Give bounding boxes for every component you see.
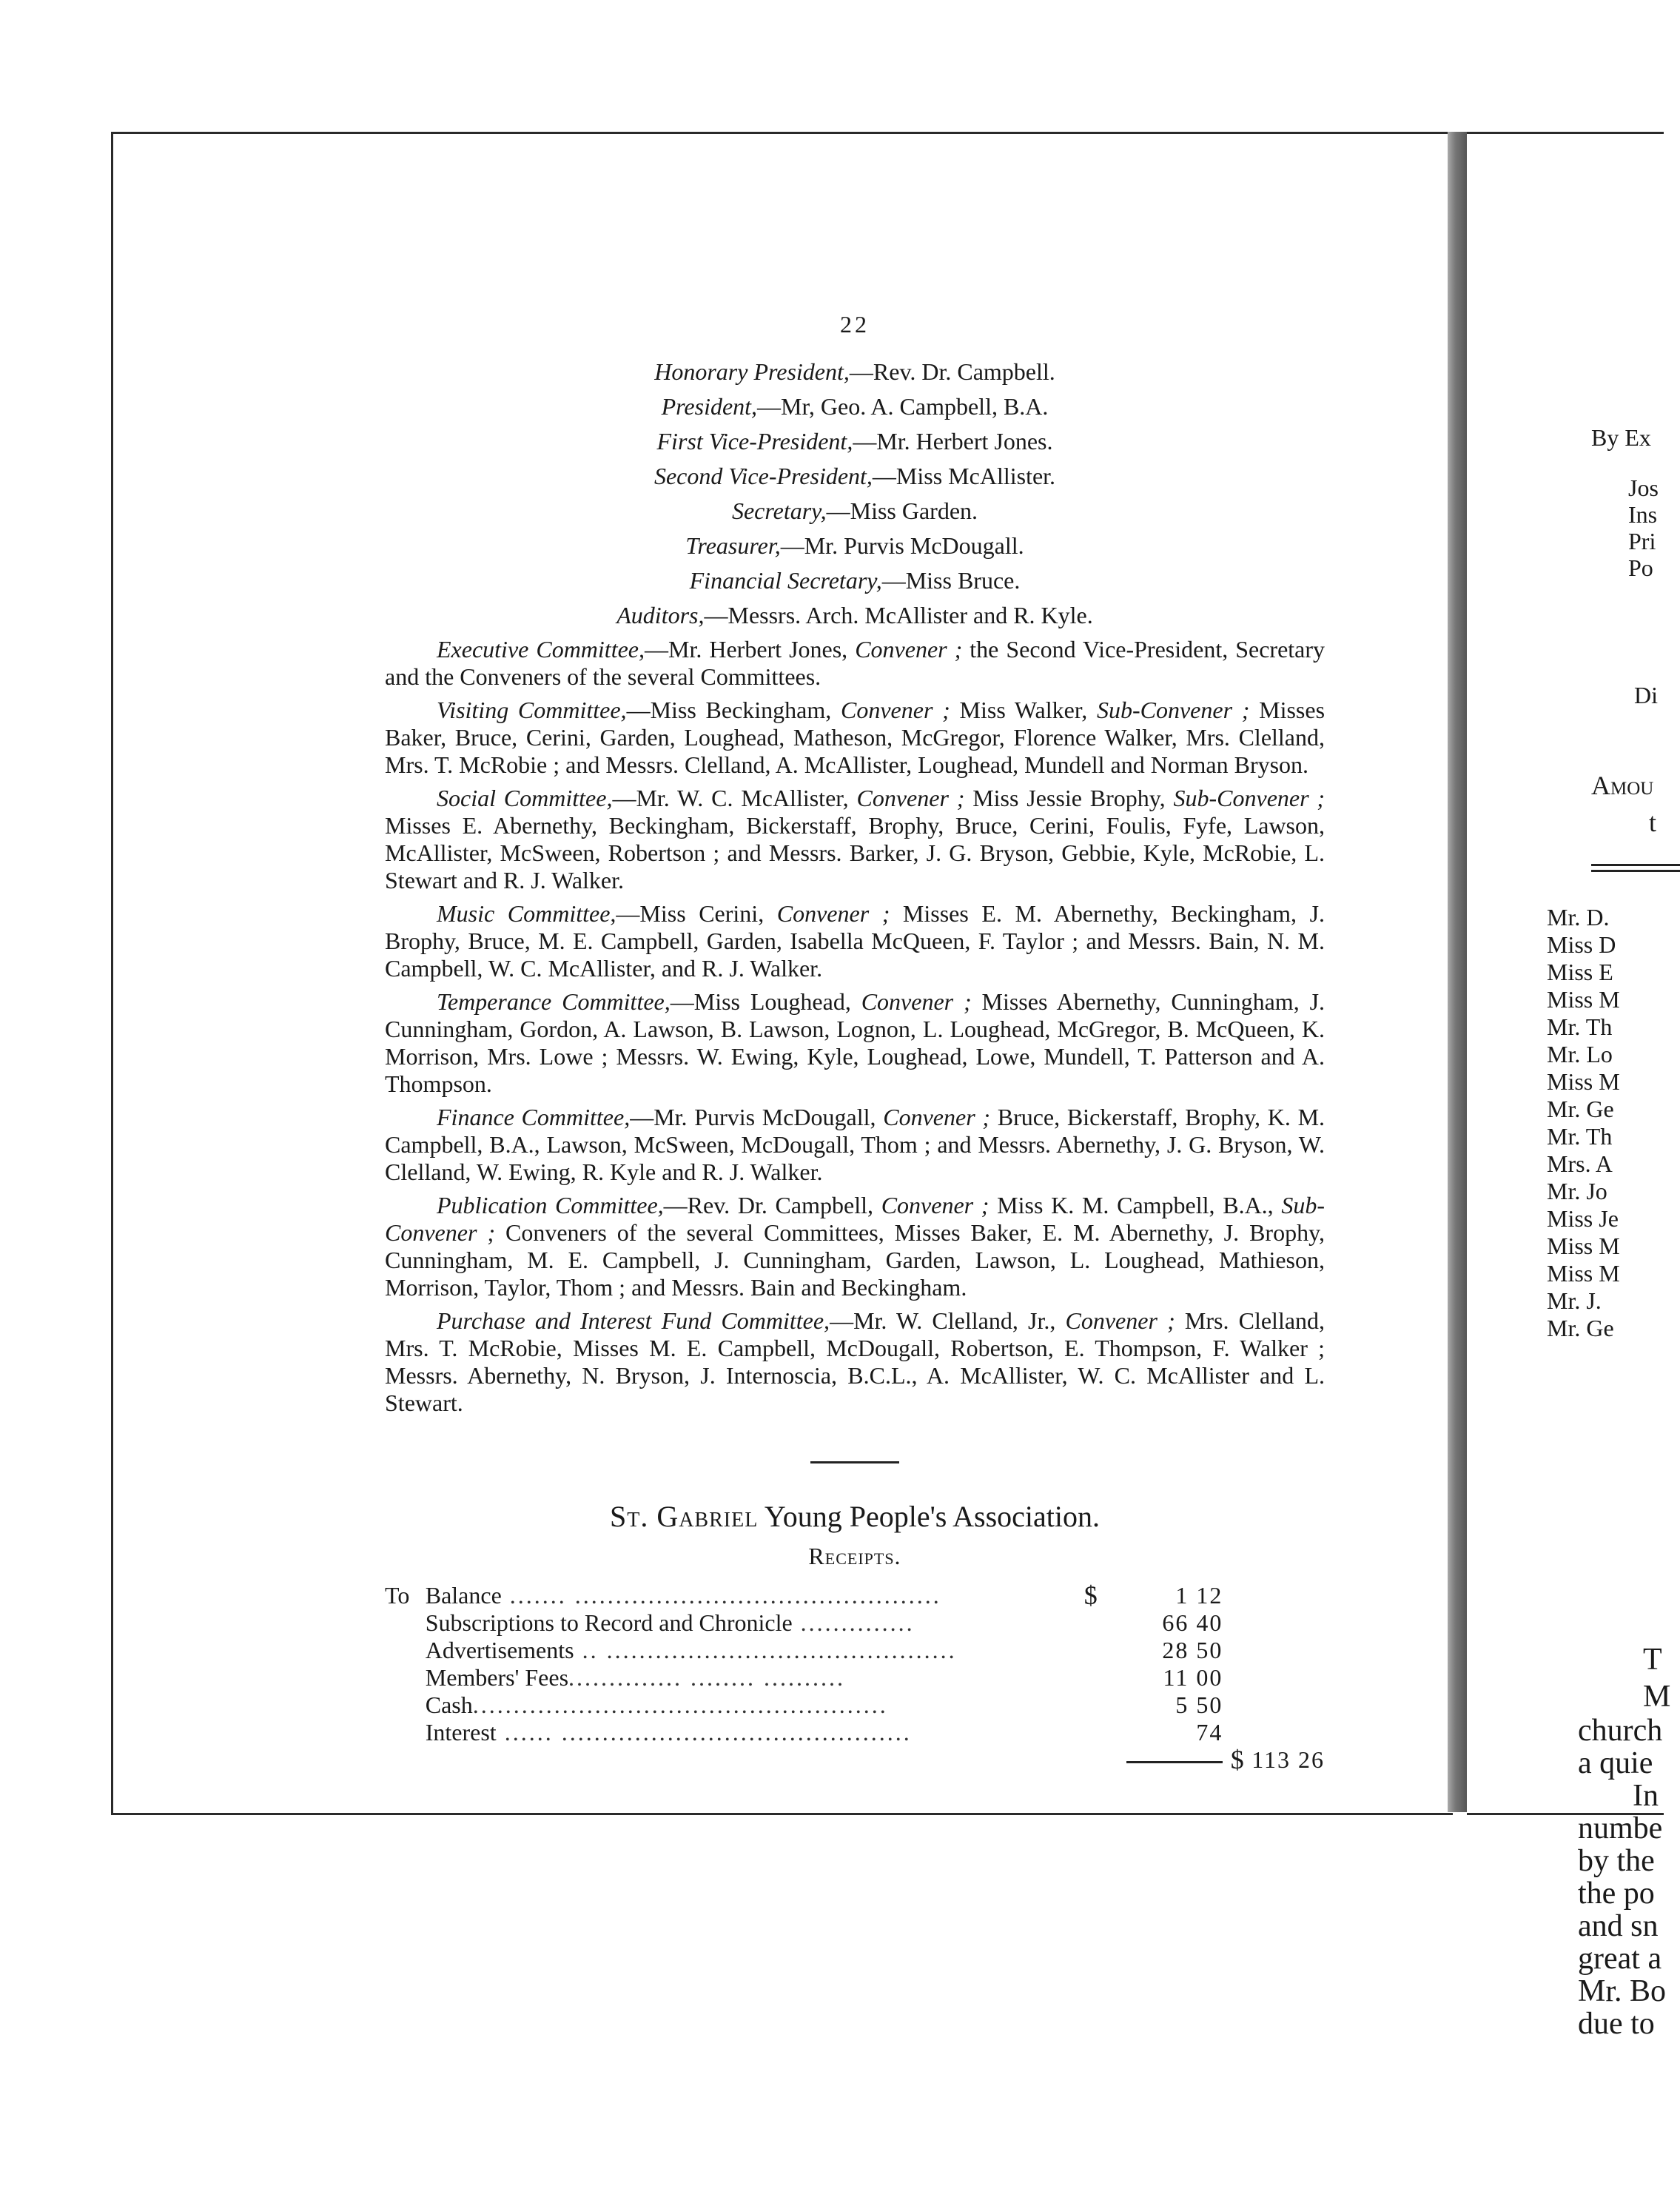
committee-text: Misses E. M. Abernethy, Beckingham, J. Brophy, Bruce, M. E. Campbell, Garden, Isabella McQueen, F. Taylor ; and Messrs. Bain, N. M. Campbell, W. C. McAllister, and R. J. Walker. [385,900,1325,982]
rp-name: Miss M [1547,1233,1620,1259]
rp-para-fragment: great a [1578,1942,1662,1976]
committee-paragraph [385,636,1325,691]
rp-para-fragment: the po [1578,1877,1655,1911]
receipt-desc: Subscriptions to Record and Chronicle .............. [425,1609,915,1636]
right-page [1467,132,1671,2041]
committee-text: Miss K. M. Campbell, B.A., [989,1192,1282,1218]
officer-name: —Mr, Geo. A. Campbell, B.A. [757,393,1049,420]
rp-para-fragment: In [1633,1779,1659,1813]
receipts-table [385,1582,1325,1774]
rp-name: Miss Je [1547,1205,1619,1232]
committees-list [385,636,1325,1417]
receipt-amount: 66 40 [1162,1609,1223,1636]
receipt-amount: 11 00 [1163,1664,1223,1691]
committee-text: Misses E. Abernethy, Beckingham, Bickerstaff, Brophy, Bruce, Cerini, Foulis, Fyfe, Lawson, McAllister, McSween, Robertson ; and Messrs. Barker, J. G. Bryson, Gebbie, Kyle, McRobie, L. Stewart and R. J. Walker. [385,812,1325,893]
rp-names-list [1547,904,1620,1342]
officer-name: —Mr. Herbert Jones. [853,428,1053,455]
officer-name: —Miss McAllister. [872,463,1056,489]
receipt-desc: Interest ...... ........................................... [425,1719,912,1746]
convener-label: Convener ; [841,697,950,723]
page-number: 22 [840,311,870,338]
rp-name: Mr. Lo [1547,1041,1613,1067]
committee-text: the Second Vice-President, Secretary and the Conveners of the several Committees. [385,636,1325,690]
officer-role: Second Vice-President, [653,463,873,489]
committee-title: Finance Committee, [437,1104,631,1130]
officer-role: Auditors, [616,602,705,628]
receipt-row [385,1609,1325,1637]
section-divider [810,1461,899,1463]
convener-label: Convener ; [1065,1307,1175,1334]
officer-line [385,494,1325,529]
committee-title: Temperance Committee, [437,988,671,1015]
receipt-amount: 28 50 [1162,1637,1223,1663]
receipt-row [385,1719,1325,1746]
officer-name: —Mr. Purvis McDougall. [780,532,1024,559]
rp-name: Miss E [1547,959,1613,985]
committee-text: Bruce, Bickerstaff, Brophy, K. M. Campbell, B.A., Lawson, McSween, McDougall, Thom ; and Messrs. Abernethy, J. G. Bryson, W. Clelland, W. Ewing, R. Kyle and R. J. Walker. [385,1104,1325,1185]
committee-paragraph [385,900,1325,982]
rp-para-fragment: a quie [1578,1746,1653,1780]
association-title-rest: Young People's Association. [758,1500,1101,1533]
rp-para-fragment: by the [1578,1844,1655,1878]
committee-title: Music Committee, [437,900,616,927]
rp-by-line: By Ex [1591,424,1651,451]
officer-line [385,598,1325,633]
committee-title: Executive Committee, [437,636,645,663]
currency-sign: $ [1083,1580,1098,1610]
committee-text: —Mr. Herbert Jones, [645,636,856,663]
officers-list [385,355,1325,633]
total-currency-sign: $ [1230,1745,1244,1774]
receipt-row [385,1664,1325,1691]
officer-name: —Messrs. Arch. McAllister and R. Kyle. [704,602,1093,628]
officer-role: President, [661,393,758,420]
officer-role: Treasurer, [685,532,781,559]
committee-text: Misses Baker, Bruce, Cerini, Garden, Loughead, Matheson, McGregor, Florence Walker, Mrs. Clelland, Mrs. T. McRobie ; and Messrs. Clelland, A. McAllister, Loughead, Mundell and Norman Bryson. [385,697,1325,778]
rp-heading: Amou [1591,771,1654,800]
total-rule [1126,1761,1223,1763]
rp-para-fragment: Mr. Bo [1578,1974,1667,2008]
sub-convener-label: Sub-Convener ; [1173,785,1325,811]
association-title [385,1499,1325,1534]
convener-label: Convener ; [856,785,965,811]
rp-fragment: Pri [1628,528,1656,554]
committee-text: —Miss Beckingham, [626,697,841,723]
officer-line [385,389,1325,424]
rp-fragment: t [1649,808,1657,837]
receipt-desc: Balance ....... ............................................. [425,1582,941,1609]
to-label: To [385,1582,410,1609]
rp-para-fragment: numbe [1578,1811,1663,1845]
rp-name: Mr. D. [1547,904,1610,931]
rp-para-fragment: M [1643,1680,1671,1714]
committee-text: Conveners of the several Committees, Misses Baker, E. M. Abernethy, J. Brophy, Cunningham, M. E. Campbell, J. Cunningham, Garden, Lawson, L. Loughead, Mathieson, Morrison, Taylor, Thom ; and Messrs. Bain and Beckingham. [385,1219,1325,1301]
receipt-amount: 5 50 [1175,1691,1223,1718]
committee-paragraph [385,785,1325,894]
convener-label: Convener ; [855,636,963,663]
committee-paragraph [385,1192,1325,1301]
receipt-desc: Members' Fees.............. ........ .......... [425,1664,846,1691]
receipt-amount: 74 [1196,1719,1223,1746]
officer-line [385,355,1325,389]
committee-title: Purchase and Interest Fund Committee, [437,1307,830,1334]
committee-paragraph [385,988,1325,1098]
committee-text: Misses Abernethy, Cunningham, J. Cunningham, Gordon, A. Lawson, B. Lawson, Lognon, L. Loughead, McGregor, B. McQueen, K. Morrison, Mrs. Lowe ; Messrs. W. Ewing, Kyle, Loughead, Lowe, Mundell, T. Patterson and A. Thompson. [385,988,1325,1097]
committee-text: —Mr. Purvis McDougall, [630,1104,884,1130]
scan-margin [0,0,98,2203]
sub-convener-label: Sub-Convener ; [385,1192,1325,1246]
rp-fragment: Ins [1628,501,1658,528]
sub-convener-label: Sub-Convener ; [1096,697,1250,723]
receipt-row [385,1637,1325,1664]
rp-name: Miss D [1547,931,1616,958]
rp-name: Mrs. A [1547,1150,1613,1177]
officer-name: —Miss Garden. [826,497,978,524]
committee-paragraph [385,1104,1325,1186]
convener-label: Convener ; [883,1104,991,1130]
committee-text: —Miss Cerini, [616,900,777,927]
receipt-desc: Cash................................................... [425,1691,888,1718]
convener-label: Convener ; [861,988,972,1015]
rp-name: Miss M [1547,1260,1620,1287]
committee-title: Visiting Committee, [437,697,627,723]
receipts-heading: Receipts. [808,1543,901,1569]
receipt-row [385,1582,1325,1609]
book-gutter [1448,132,1467,1812]
officer-role: Honorary President, [654,358,850,385]
officer-line [385,424,1325,459]
rp-rule [1591,864,1680,866]
officer-line [385,529,1325,563]
rp-name: Mr. Ge [1547,1096,1614,1122]
association-title-smallcaps: St. Gabriel [609,1500,759,1533]
committee-text: Miss Jessie Brophy, [964,785,1174,811]
officer-name: —Rev. Dr. Campbell. [849,358,1055,385]
officer-line [385,459,1325,494]
committee-text: —Miss Loughead, [670,988,861,1015]
officer-role: First Vice-President, [656,428,853,455]
page-content [385,311,1325,1774]
officer-role: Secretary, [731,497,827,524]
officer-name: —Miss Bruce. [881,567,1021,594]
receipt-amount: 1 12 [1175,1582,1223,1609]
rp-fragment: Jos [1628,475,1659,501]
committee-text: —Mr. W. Clelland, Jr., [830,1307,1066,1334]
rp-rule [1591,870,1680,872]
committee-text: —Mr. W. C. McAllister, [612,785,857,811]
receipt-total: 113 26 [1251,1746,1325,1773]
receipt-total-row [385,1746,1325,1774]
receipt-desc: Advertisements .. ........................................... [425,1637,957,1663]
convener-label: Convener ; [881,1192,989,1218]
officer-role: Financial Secretary, [689,567,882,594]
rp-name: Mr. J. [1547,1287,1602,1314]
rp-para-fragment: and sn [1578,1909,1659,1943]
rp-para-fragment: T [1643,1643,1662,1677]
rp-name: Mr. Jo [1547,1178,1607,1204]
rp-name: Mr. Th [1547,1123,1613,1150]
committee-text: Mrs. Clelland, Mrs. T. McRobie, Misses M. E. Campbell, McDougall, Robertson, E. Thompson, F. Walker ; Messrs. Abernethy, N. Bryson, J. Internoscia, B.C.L., A. McAllister, W. C. McAllister and L. Stewart. [385,1307,1325,1416]
officer-line [385,563,1325,598]
rp-fragment: Di [1634,682,1658,708]
receipt-row [385,1691,1325,1719]
rp-para-fragment: due to [1578,2007,1655,2041]
committee-text: Miss Walker, [950,697,1097,723]
committee-title: Publication Committee, [437,1192,664,1218]
rp-fragment: Po [1628,554,1653,581]
committee-paragraph [385,697,1325,779]
rp-name: Mr. Ge [1547,1315,1614,1341]
rp-para-fragment: church [1578,1714,1663,1748]
committee-title: Social Committee, [437,785,613,811]
committee-paragraph [385,1307,1325,1417]
rp-name: Miss M [1547,986,1620,1013]
rp-name: Mr. Th [1547,1013,1613,1040]
committee-text: —Rev. Dr. Campbell, [663,1192,881,1218]
convener-label: Convener ; [776,900,890,927]
rp-name: Miss M [1547,1068,1620,1095]
